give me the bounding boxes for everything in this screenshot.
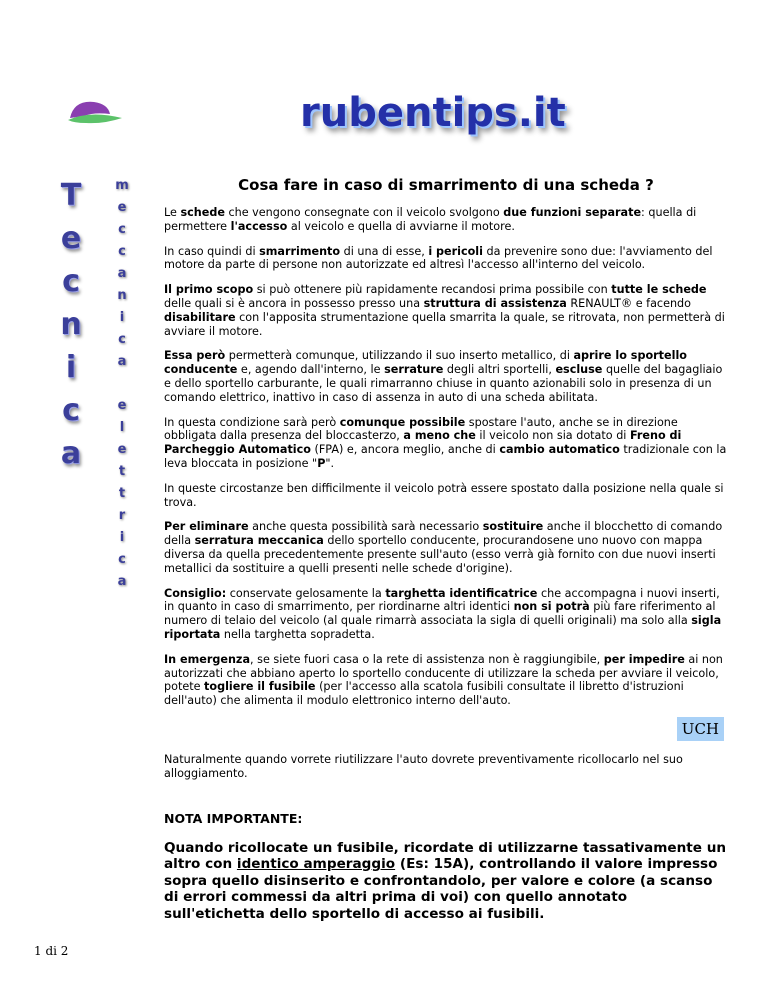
vertical-letter: e xyxy=(117,442,127,457)
vertical-letter: e xyxy=(117,200,127,215)
vertical-letter: i xyxy=(119,530,125,545)
vertical-letter: t xyxy=(118,486,126,501)
vertical-letter: c xyxy=(118,332,126,347)
vertical-letter: n xyxy=(60,307,82,342)
paragraph-6: In queste circostanze ben difficilmente il veicolo potrà essere spostato dalla posizione nella quale si trova. xyxy=(164,481,724,509)
vertical-letter: a xyxy=(60,436,82,471)
vertical-letter: c xyxy=(118,244,126,259)
paragraph-3: Il primo scopo si può ottenere più rapidamente recandosi prima possibile con tutte le schede delle quali si è ancora in possesso presso una struttura di assistenza RENAULT® e facendo disabilitare con l'apposita strumentazione quella smarrita la quale, se ritrovata, non permetterà di avviare il motore. xyxy=(164,283,725,338)
vertical-letter: T xyxy=(60,178,82,213)
paragraph-2: In caso quindi di smarrimento di una di esse, i pericoli da prevenire sono due: l'avviamento del motore da parte di persone non autorizzate ed altresì l'accesso all'interno del veicolo. xyxy=(164,244,713,272)
article xyxy=(164,176,728,922)
vertical-letter: i xyxy=(119,310,125,325)
paragraph-7: Per eliminare anche questa possibilità sarà necessario sostituire anche il blocchetto di comando della serratura meccanica dello sportello conducente, procurandosene uno nuovo con mappa diversa da quella precedentemente presente sull'auto (esso verrà già fornito con due nuovi inserti metallici da sostituire a quelli presenti nelle schede d'origine). xyxy=(164,520,723,575)
vertical-letter: m xyxy=(115,178,129,193)
uch-label: UCH xyxy=(677,717,724,741)
vertical-letter: e xyxy=(60,221,82,256)
vertical-title-tecnica xyxy=(56,178,86,479)
vertical-letter: c xyxy=(62,393,80,428)
site-logo[interactable]: rubentips.it xyxy=(300,90,566,136)
vertical-letter: t xyxy=(118,464,126,479)
paragraph-5: In questa condizione sarà però comunque possibile spostare l'auto, anche se in direzione obbligata dalla presenza del bloccasterzo, a meno che il veicolo non sia dotato di Freno di Parcheggio Automatico (FPA) e, ancora meglio, anche di cambio automatico tradizionale con la leva bloccata in posizione "P". xyxy=(164,415,727,470)
nota-importante-heading: NOTA IMPORTANTE: xyxy=(164,810,303,826)
vertical-letter: r xyxy=(118,508,126,523)
vertical-letter: c xyxy=(118,552,126,567)
vertical-letter: c xyxy=(118,222,126,237)
vertical-letter: i xyxy=(65,350,77,385)
paragraph-10: Naturalmente quando vorrete riutilizzare l'auto dovrete preventivamente ricollocarlo nel suo alloggiamento. xyxy=(164,752,683,780)
vertical-letter: c xyxy=(62,264,80,299)
page-number: 1 di 2 xyxy=(34,944,69,958)
paragraph-4: Essa però permetterà comunque, utilizzando il suo inserto metallico, di aprire lo sportello conducente e, agendo dall'interno, le serrature degli altri sportelli, escluse quelle del bagagliaio e dello sportello carburante, le quali rimarranno chiuse in quanto azionabili solo in presenza di un comando elettrico, inattivo in caso di assenza in auto di una scheda abilitata. xyxy=(164,349,723,404)
paragraph-8: Consiglio: conservate gelosamente la targhetta identificatrice che accompagna i nuovi inserti, in quanto in caso di smarrimento, per riordinarne altri identici non si potrà più fare riferimento al numero di telaio del veicolo (al quale rimarrà associata la sigla di quelli originali) ma solo alla sigla riportata nella targhetta sopradetta. xyxy=(164,586,722,641)
vertical-letter xyxy=(110,376,134,398)
important-note-text: Quando ricollocate un fusibile, ricordate di utilizzarne tassativamente un altro con identico amperaggio (Es: 15A), controllando il valore impresso sopra quello disinserito e confrontandolo, per valore e colore (a scanso di errori commessi da altri prima di voi) con quello annotato sull'etichetta dello sportello di accesso ai fusibili. xyxy=(164,839,727,922)
vertical-letter: a xyxy=(117,574,127,589)
vertical-letter: n xyxy=(117,288,127,303)
vertical-letter: a xyxy=(117,266,127,281)
vertical-title-meccanica-elettrica xyxy=(110,178,134,596)
paragraph-1: Le schede che vengono consegnate con il veicolo svolgono due funzioni separate: quella di permettere l'accesso al veicolo e quella di avviarne il motore. xyxy=(164,206,697,233)
article-title: Cosa fare in caso di smarrimento di una scheda ? xyxy=(238,176,654,194)
vertical-letter: l xyxy=(119,420,125,435)
paragraph-9: In emergenza, se siete fuori casa o la rete di assistenza non è raggiungibile, per impedire ai non autorizzati che abbiano aperto lo sportello conducente di utilizzare la scheda per avviare il veicolo, potete togliere il fusibile (per l'accesso alla scatola fusibili consultate il libretto d'istruzioni dell'auto) che alimenta il modulo elettronico interno dell'auto. xyxy=(164,652,723,708)
cap-logo-icon xyxy=(64,96,126,126)
vertical-letter: e xyxy=(117,398,127,413)
vertical-letter: a xyxy=(117,354,127,369)
